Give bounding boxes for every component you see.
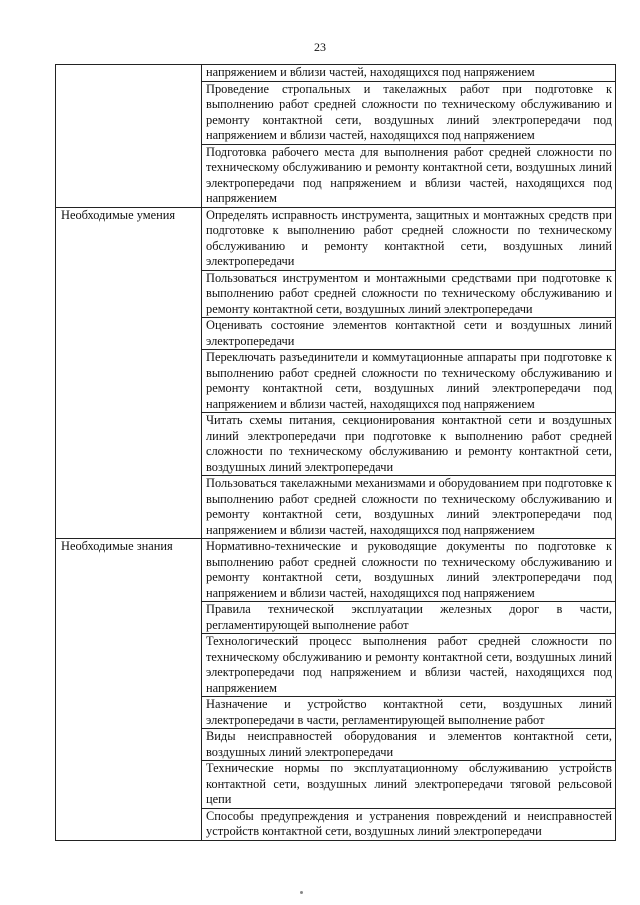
table-cell: Правила технической эксплуатации железных дорог в части, регламентирующей выполнение работ — [202, 602, 616, 634]
table-cell: Назначение и устройство контактной сети, воздушных линий электропередачи в части, регламентирующей выполнение работ — [202, 697, 616, 729]
table-cell: Нормативно-технические и руководящие документы по подготовке к выполнению работ средней сложности по техническому обслуживанию и ремонту контактной сети, воздушных линий электропередачи под напряжением и вблизи частей, находящихся под напряжением — [202, 539, 616, 602]
page-number: 23 — [314, 40, 326, 54]
table-cell: Технологический процесс выполнения работ средней сложности по техническому обслуживанию и ремонту контактной сети, воздушных линий электропередачи под напряжением и вблизи частей, находящихся под напряжением — [202, 634, 616, 697]
requirements-table — [55, 64, 616, 841]
section-label-skills: Необходимые умения — [56, 207, 202, 539]
table-cell: Определять исправность инструмента, защитных и монтажных средств при подготовке к выполнению работ средней сложности по техническому обслуживанию и ремонту контактной сети, воздушных линий электропередачи — [202, 207, 616, 270]
section-label-knowledge: Необходимые знания — [56, 539, 202, 841]
table-cell: Оценивать состояние элементов контактной сети и воздушных линий электропередачи — [202, 318, 616, 350]
scan-dot — [300, 891, 303, 894]
table-cell: Способы предупреждения и устранения повреждений и неисправностей устройств контактной сети, воздушных линий электропередачи — [202, 808, 616, 840]
table-cell: Пользоваться инструментом и монтажными средствами при подготовке к выполнению работ средней сложности по техническому обслуживанию и ремонту контактной сети, воздушных линий электропередачи — [202, 270, 616, 318]
table-cell: Пользоваться такелажными механизмами и оборудованием при подготовке к выполнению работ средней сложности по техническому обслуживанию и ремонту контактной сети, воздушных линий электропередачи под напряжением и вблизи частей, находящихся под напряжением — [202, 476, 616, 539]
table-cell: Подготовка рабочего места для выполнения работ средней сложности по техническому обслуживанию и ремонту контактной сети, воздушных линий электропередачи под напряжением и вблизи частей, находящихся под напряжением — [202, 144, 616, 207]
table-cell: Технические нормы по эксплуатационному обслуживанию устройств контактной сети, воздушных линий электропередачи тяговой рельсовой цепи — [202, 761, 616, 809]
table-row — [56, 539, 616, 602]
table-row — [56, 207, 616, 270]
table-cell: Проведение стропальных и такелажных работ при подготовке к выполнению работ средней сложности по техническому обслуживанию и ремонту контактной сети, воздушных линий электропередачи под напряжением и вблизи частей, находящихся под напряжением — [202, 81, 616, 144]
table-row — [56, 65, 616, 82]
table-cell: Виды неисправностей оборудования и элементов контактной сети, воздушных линий электропередачи — [202, 729, 616, 761]
section-label-labor-actions — [56, 65, 202, 208]
table-cell: Переключать разъединители и коммутационные аппараты при подготовке к выполнению работ средней сложности по техническому обслуживанию и ремонту контактной сети, воздушных линий электропередачи под напряжением и вблизи частей, находящихся под напряжением — [202, 350, 616, 413]
table-cell: Читать схемы питания, секционирования контактной сети и воздушных линий электропередачи при подготовке к выполнению работ средней сложности по техническому обслуживанию и ремонту контактной сети, воздушных линий электропередачи — [202, 413, 616, 476]
table-cell: напряжением и вблизи частей, находящихся под напряжением — [202, 65, 616, 82]
